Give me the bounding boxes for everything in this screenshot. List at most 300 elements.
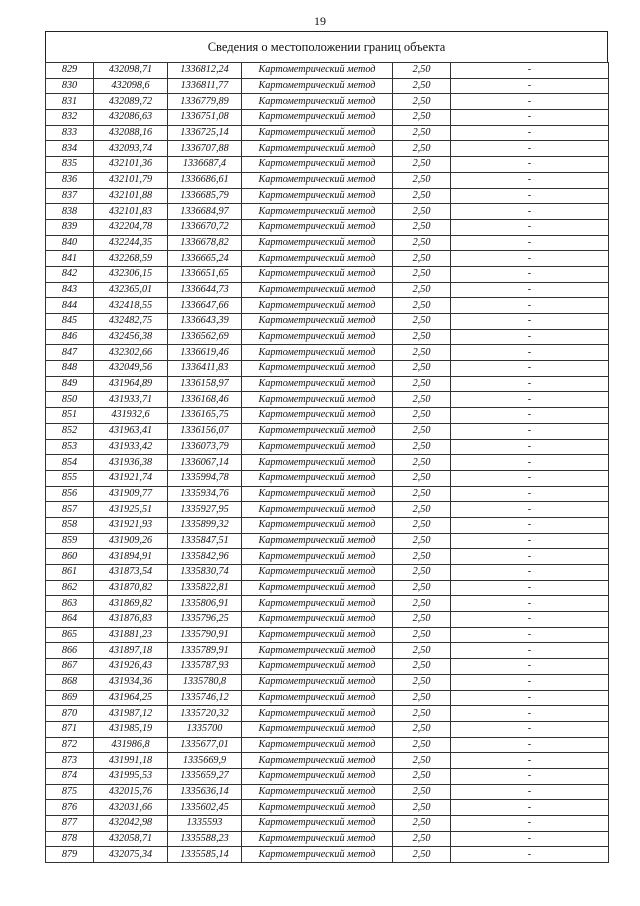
x-coordinate-cell: 431933,42 (94, 439, 168, 455)
point-number-cell: 851 (46, 408, 94, 424)
y-coordinate-cell: 1335789,91 (168, 643, 242, 659)
method-cell: Картометрический метод (242, 580, 393, 596)
table-row (46, 627, 609, 643)
x-coordinate-cell: 431925,51 (94, 502, 168, 518)
accuracy-cell: 2,50 (393, 612, 451, 628)
table-row (46, 659, 609, 675)
accuracy-cell: 2,50 (393, 737, 451, 753)
table-row (46, 533, 609, 549)
accuracy-cell: 2,50 (393, 235, 451, 251)
point-number-cell: 878 (46, 831, 94, 847)
description-cell: - (451, 157, 609, 173)
accuracy-cell: 2,50 (393, 157, 451, 173)
table-row (46, 800, 609, 816)
point-number-cell: 856 (46, 486, 94, 502)
y-coordinate-cell: 1335720,32 (168, 706, 242, 722)
method-cell: Картометрический метод (242, 768, 393, 784)
y-coordinate-cell: 1336707,88 (168, 141, 242, 157)
table-row (46, 470, 609, 486)
table-row (46, 110, 609, 126)
method-cell: Картометрический метод (242, 706, 393, 722)
point-number-cell: 860 (46, 549, 94, 565)
point-number-cell: 841 (46, 251, 94, 267)
x-coordinate-cell: 432086,63 (94, 110, 168, 126)
method-cell: Картометрический метод (242, 596, 393, 612)
point-number-cell: 879 (46, 847, 94, 863)
description-cell: - (451, 737, 609, 753)
method-cell: Картометрический метод (242, 172, 393, 188)
method-cell: Картометрический метод (242, 643, 393, 659)
table-row (46, 784, 609, 800)
x-coordinate-cell: 431876,83 (94, 612, 168, 628)
description-cell: - (451, 643, 609, 659)
description-cell: - (451, 110, 609, 126)
description-cell: - (451, 784, 609, 800)
accuracy-cell: 2,50 (393, 549, 451, 565)
description-cell: - (451, 251, 609, 267)
method-cell: Картометрический метод (242, 423, 393, 439)
method-cell: Картометрический метод (242, 376, 393, 392)
accuracy-cell: 2,50 (393, 800, 451, 816)
point-number-cell: 868 (46, 674, 94, 690)
y-coordinate-cell: 1336158,97 (168, 376, 242, 392)
table-row (46, 345, 609, 361)
x-coordinate-cell: 432101,83 (94, 204, 168, 220)
y-coordinate-cell: 1335787,93 (168, 659, 242, 675)
method-cell: Картометрический метод (242, 157, 393, 173)
accuracy-cell: 2,50 (393, 502, 451, 518)
point-number-cell: 857 (46, 502, 94, 518)
description-cell: - (451, 298, 609, 314)
method-cell: Картометрический метод (242, 314, 393, 330)
point-number-cell: 876 (46, 800, 94, 816)
point-number-cell: 852 (46, 423, 94, 439)
method-cell: Картометрический метод (242, 251, 393, 267)
description-cell: - (451, 612, 609, 628)
x-coordinate-cell: 431995,53 (94, 768, 168, 784)
method-cell: Картометрический метод (242, 549, 393, 565)
method-cell: Картометрический метод (242, 721, 393, 737)
x-coordinate-cell: 431869,82 (94, 596, 168, 612)
point-number-cell: 854 (46, 455, 94, 471)
description-cell: - (451, 690, 609, 706)
y-coordinate-cell: 1336168,46 (168, 392, 242, 408)
table-row (46, 816, 609, 832)
method-cell: Картометрический метод (242, 784, 393, 800)
y-coordinate-cell: 1335822,81 (168, 580, 242, 596)
method-cell: Картометрический метод (242, 63, 393, 79)
accuracy-cell: 2,50 (393, 565, 451, 581)
table-row (46, 737, 609, 753)
accuracy-cell: 2,50 (393, 706, 451, 722)
x-coordinate-cell: 431921,93 (94, 517, 168, 533)
x-coordinate-cell: 432049,56 (94, 361, 168, 377)
description-cell: - (451, 800, 609, 816)
point-number-cell: 859 (46, 533, 94, 549)
point-number-cell: 847 (46, 345, 94, 361)
x-coordinate-cell: 432418,55 (94, 298, 168, 314)
table-row (46, 157, 609, 173)
x-coordinate-cell: 431991,18 (94, 753, 168, 769)
y-coordinate-cell: 1335780,8 (168, 674, 242, 690)
accuracy-cell: 2,50 (393, 361, 451, 377)
y-coordinate-cell: 1336067,14 (168, 455, 242, 471)
description-cell: - (451, 831, 609, 847)
x-coordinate-cell: 431909,26 (94, 533, 168, 549)
description-cell: - (451, 282, 609, 298)
x-coordinate-cell: 431936,38 (94, 455, 168, 471)
table-row (46, 266, 609, 282)
description-cell: - (451, 627, 609, 643)
x-coordinate-cell: 432101,36 (94, 157, 168, 173)
description-cell: - (451, 455, 609, 471)
point-number-cell: 833 (46, 125, 94, 141)
table-row (46, 423, 609, 439)
x-coordinate-cell: 431933,71 (94, 392, 168, 408)
accuracy-cell: 2,50 (393, 659, 451, 675)
table-row (46, 408, 609, 424)
point-number-cell: 832 (46, 110, 94, 126)
description-cell: - (451, 753, 609, 769)
table-row (46, 235, 609, 251)
y-coordinate-cell: 1336687,4 (168, 157, 242, 173)
accuracy-cell: 2,50 (393, 847, 451, 863)
description-cell: - (451, 125, 609, 141)
x-coordinate-cell: 431897,18 (94, 643, 168, 659)
method-cell: Картометрический метод (242, 612, 393, 628)
accuracy-cell: 2,50 (393, 533, 451, 549)
table-row (46, 596, 609, 612)
y-coordinate-cell: 1335636,14 (168, 784, 242, 800)
y-coordinate-cell: 1335927,95 (168, 502, 242, 518)
point-number-cell: 850 (46, 392, 94, 408)
point-number-cell: 839 (46, 219, 94, 235)
method-cell: Картометрический метод (242, 690, 393, 706)
table-row (46, 486, 609, 502)
point-number-cell: 836 (46, 172, 94, 188)
point-number-cell: 835 (46, 157, 94, 173)
point-number-cell: 874 (46, 768, 94, 784)
table-row (46, 674, 609, 690)
x-coordinate-cell: 431963,41 (94, 423, 168, 439)
y-coordinate-cell: 1336562,69 (168, 329, 242, 345)
x-coordinate-cell: 432098,6 (94, 78, 168, 94)
accuracy-cell: 2,50 (393, 690, 451, 706)
x-coordinate-cell: 431926,43 (94, 659, 168, 675)
table-row (46, 141, 609, 157)
x-coordinate-cell: 431964,89 (94, 376, 168, 392)
table-row (46, 847, 609, 863)
method-cell: Картометрический метод (242, 831, 393, 847)
description-cell: - (451, 533, 609, 549)
x-coordinate-cell: 432042,98 (94, 816, 168, 832)
y-coordinate-cell: 1335659,27 (168, 768, 242, 784)
method-cell: Картометрический метод (242, 517, 393, 533)
table-row (46, 63, 609, 79)
table-row (46, 753, 609, 769)
y-coordinate-cell: 1336643,39 (168, 314, 242, 330)
x-coordinate-cell: 431894,91 (94, 549, 168, 565)
accuracy-cell: 2,50 (393, 266, 451, 282)
accuracy-cell: 2,50 (393, 219, 451, 235)
page-number: 19 (314, 14, 326, 28)
method-cell: Картометрический метод (242, 439, 393, 455)
y-coordinate-cell: 1336670,72 (168, 219, 242, 235)
method-cell: Картометрический метод (242, 219, 393, 235)
x-coordinate-cell: 431985,19 (94, 721, 168, 737)
accuracy-cell: 2,50 (393, 816, 451, 832)
method-cell: Картометрический метод (242, 408, 393, 424)
description-cell: - (451, 172, 609, 188)
point-number-cell: 877 (46, 816, 94, 832)
accuracy-cell: 2,50 (393, 408, 451, 424)
method-cell: Картометрический метод (242, 800, 393, 816)
table-row (46, 565, 609, 581)
point-number-cell: 843 (46, 282, 94, 298)
description-cell: - (451, 78, 609, 94)
method-cell: Картометрический метод (242, 753, 393, 769)
method-cell: Картометрический метод (242, 204, 393, 220)
accuracy-cell: 2,50 (393, 141, 451, 157)
point-number-cell: 858 (46, 517, 94, 533)
x-coordinate-cell: 432093,74 (94, 141, 168, 157)
x-coordinate-cell: 432268,59 (94, 251, 168, 267)
x-coordinate-cell: 431881,23 (94, 627, 168, 643)
accuracy-cell: 2,50 (393, 94, 451, 110)
accuracy-cell: 2,50 (393, 188, 451, 204)
y-coordinate-cell: 1335677,01 (168, 737, 242, 753)
point-number-cell: 853 (46, 439, 94, 455)
method-cell: Картометрический метод (242, 235, 393, 251)
accuracy-cell: 2,50 (393, 172, 451, 188)
x-coordinate-cell: 432244,35 (94, 235, 168, 251)
y-coordinate-cell: 1335593 (168, 816, 242, 832)
accuracy-cell: 2,50 (393, 643, 451, 659)
x-coordinate-cell: 432088,16 (94, 125, 168, 141)
x-coordinate-cell: 432302,66 (94, 345, 168, 361)
description-cell: - (451, 63, 609, 79)
y-coordinate-cell: 1335669,9 (168, 753, 242, 769)
accuracy-cell: 2,50 (393, 376, 451, 392)
point-number-cell: 831 (46, 94, 94, 110)
method-cell: Картометрический метод (242, 816, 393, 832)
table-row (46, 439, 609, 455)
accuracy-cell: 2,50 (393, 110, 451, 126)
table-row (46, 831, 609, 847)
accuracy-cell: 2,50 (393, 784, 451, 800)
y-coordinate-cell: 1336678,82 (168, 235, 242, 251)
x-coordinate-cell: 431873,54 (94, 565, 168, 581)
x-coordinate-cell: 432098,71 (94, 63, 168, 79)
description-cell: - (451, 314, 609, 330)
method-cell: Картометрический метод (242, 674, 393, 690)
y-coordinate-cell: 1336073,79 (168, 439, 242, 455)
point-number-cell: 848 (46, 361, 94, 377)
accuracy-cell: 2,50 (393, 282, 451, 298)
description-cell: - (451, 376, 609, 392)
description-cell: - (451, 816, 609, 832)
y-coordinate-cell: 1336685,79 (168, 188, 242, 204)
x-coordinate-cell: 432456,38 (94, 329, 168, 345)
accuracy-cell: 2,50 (393, 517, 451, 533)
table-row (46, 78, 609, 94)
method-cell: Картометрический метод (242, 329, 393, 345)
x-coordinate-cell: 432058,71 (94, 831, 168, 847)
y-coordinate-cell: 1336779,89 (168, 94, 242, 110)
accuracy-cell: 2,50 (393, 345, 451, 361)
y-coordinate-cell: 1335796,25 (168, 612, 242, 628)
table-row (46, 219, 609, 235)
description-cell: - (451, 345, 609, 361)
description-cell: - (451, 768, 609, 784)
description-cell: - (451, 235, 609, 251)
point-number-cell: 861 (46, 565, 94, 581)
table-row (46, 690, 609, 706)
y-coordinate-cell: 1336156,07 (168, 423, 242, 439)
coordinates-table (45, 62, 609, 863)
x-coordinate-cell: 432101,88 (94, 188, 168, 204)
y-coordinate-cell: 1335602,45 (168, 800, 242, 816)
x-coordinate-cell: 431921,74 (94, 470, 168, 486)
table-row (46, 204, 609, 220)
method-cell: Картометрический метод (242, 737, 393, 753)
point-number-cell: 867 (46, 659, 94, 675)
point-number-cell: 842 (46, 266, 94, 282)
accuracy-cell: 2,50 (393, 63, 451, 79)
table-row (46, 251, 609, 267)
point-number-cell: 837 (46, 188, 94, 204)
x-coordinate-cell: 432482,75 (94, 314, 168, 330)
accuracy-cell: 2,50 (393, 721, 451, 737)
y-coordinate-cell: 1335830,74 (168, 565, 242, 581)
table-row (46, 768, 609, 784)
x-coordinate-cell: 431932,6 (94, 408, 168, 424)
table-row (46, 172, 609, 188)
description-cell: - (451, 565, 609, 581)
method-cell: Картометрический метод (242, 533, 393, 549)
table-row (46, 721, 609, 737)
y-coordinate-cell: 1336725,14 (168, 125, 242, 141)
description-cell: - (451, 94, 609, 110)
table-row (46, 517, 609, 533)
point-number-cell: 846 (46, 329, 94, 345)
description-cell: - (451, 486, 609, 502)
description-cell: - (451, 706, 609, 722)
accuracy-cell: 2,50 (393, 392, 451, 408)
accuracy-cell: 2,50 (393, 204, 451, 220)
x-coordinate-cell: 432015,76 (94, 784, 168, 800)
description-cell: - (451, 266, 609, 282)
point-number-cell: 869 (46, 690, 94, 706)
description-cell: - (451, 596, 609, 612)
accuracy-cell: 2,50 (393, 674, 451, 690)
x-coordinate-cell: 432089,72 (94, 94, 168, 110)
accuracy-cell: 2,50 (393, 78, 451, 94)
method-cell: Картометрический метод (242, 502, 393, 518)
y-coordinate-cell: 1335700 (168, 721, 242, 737)
point-number-cell: 840 (46, 235, 94, 251)
point-number-cell: 834 (46, 141, 94, 157)
accuracy-cell: 2,50 (393, 470, 451, 486)
method-cell: Картометрический метод (242, 392, 393, 408)
description-cell: - (451, 188, 609, 204)
y-coordinate-cell: 1336811,77 (168, 78, 242, 94)
point-number-cell: 865 (46, 627, 94, 643)
y-coordinate-cell: 1335994,78 (168, 470, 242, 486)
table-row (46, 361, 609, 377)
point-number-cell: 829 (46, 63, 94, 79)
accuracy-cell: 2,50 (393, 125, 451, 141)
description-cell: - (451, 408, 609, 424)
point-number-cell: 870 (46, 706, 94, 722)
accuracy-cell: 2,50 (393, 580, 451, 596)
accuracy-cell: 2,50 (393, 596, 451, 612)
accuracy-cell: 2,50 (393, 753, 451, 769)
method-cell: Картометрический метод (242, 125, 393, 141)
table-row (46, 188, 609, 204)
table-row (46, 502, 609, 518)
description-cell: - (451, 580, 609, 596)
description-cell: - (451, 847, 609, 863)
accuracy-cell: 2,50 (393, 455, 451, 471)
method-cell: Картометрический метод (242, 78, 393, 94)
y-coordinate-cell: 1336812,24 (168, 63, 242, 79)
y-coordinate-cell: 1336665,24 (168, 251, 242, 267)
x-coordinate-cell: 432204,78 (94, 219, 168, 235)
y-coordinate-cell: 1335588,23 (168, 831, 242, 847)
accuracy-cell: 2,50 (393, 314, 451, 330)
y-coordinate-cell: 1336644,73 (168, 282, 242, 298)
table-row (46, 329, 609, 345)
method-cell: Картометрический метод (242, 455, 393, 471)
method-cell: Картометрический метод (242, 847, 393, 863)
table-title: Сведения о местоположении границ объекта (45, 31, 608, 63)
table-row (46, 455, 609, 471)
y-coordinate-cell: 1336686,61 (168, 172, 242, 188)
accuracy-cell: 2,50 (393, 251, 451, 267)
method-cell: Картометрический метод (242, 94, 393, 110)
point-number-cell: 844 (46, 298, 94, 314)
table-row (46, 580, 609, 596)
point-number-cell: 830 (46, 78, 94, 94)
table-row (46, 392, 609, 408)
table-row (46, 94, 609, 110)
y-coordinate-cell: 1336647,66 (168, 298, 242, 314)
description-cell: - (451, 423, 609, 439)
point-number-cell: 864 (46, 612, 94, 628)
method-cell: Картометрический метод (242, 298, 393, 314)
accuracy-cell: 2,50 (393, 329, 451, 345)
description-cell: - (451, 502, 609, 518)
point-number-cell: 875 (46, 784, 94, 800)
x-coordinate-cell: 431964,25 (94, 690, 168, 706)
method-cell: Картометрический метод (242, 659, 393, 675)
table-row (46, 549, 609, 565)
y-coordinate-cell: 1335899,32 (168, 517, 242, 533)
x-coordinate-cell: 432031,66 (94, 800, 168, 816)
x-coordinate-cell: 431934,36 (94, 674, 168, 690)
method-cell: Картометрический метод (242, 188, 393, 204)
accuracy-cell: 2,50 (393, 298, 451, 314)
y-coordinate-cell: 1336751,08 (168, 110, 242, 126)
method-cell: Картометрический метод (242, 110, 393, 126)
table-row (46, 314, 609, 330)
y-coordinate-cell: 1336165,75 (168, 408, 242, 424)
description-cell: - (451, 361, 609, 377)
table-row (46, 298, 609, 314)
accuracy-cell: 2,50 (393, 423, 451, 439)
point-number-cell: 873 (46, 753, 94, 769)
